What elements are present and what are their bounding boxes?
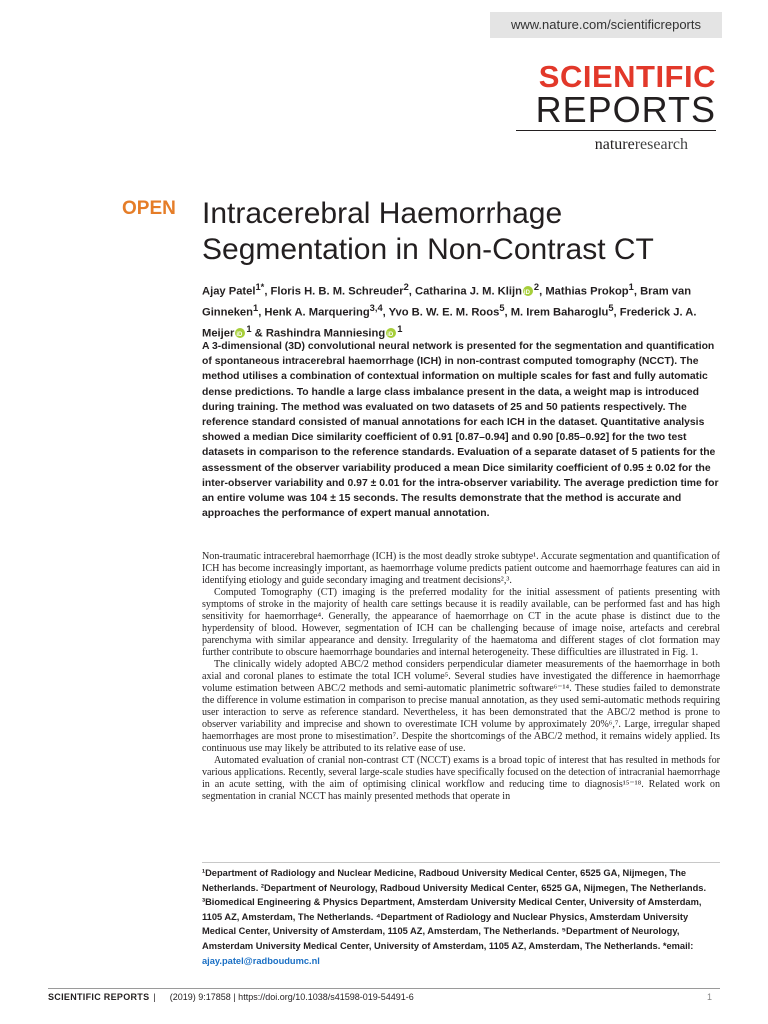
author-separator: , xyxy=(264,285,271,298)
author-name[interactable]: Mathias Prokop xyxy=(545,285,629,298)
author-separator: , xyxy=(539,285,546,298)
author-separator: , xyxy=(613,306,620,319)
orcid-icon[interactable] xyxy=(523,286,533,296)
author-name[interactable]: Yvo B. W. E. M. Roos xyxy=(388,306,500,319)
author-name[interactable]: Ajay Patel xyxy=(202,285,256,298)
author-affiliation-marker: 1 xyxy=(397,324,403,335)
author-affiliation-marker: 1 xyxy=(252,303,259,314)
corresponding-email-link[interactable]: ajay.patel@radboudumc.nl xyxy=(202,955,320,966)
body-paragraph: Automated evaluation of cranial non-contrast CT (NCCT) exams is a broad topic of interest that has resulted in methods for various applications. Recently, several large-scale studies have specifically focused on the detection of intracranial haemorrhage in an acute setting, with the aim of optimising clinical workflow and reducing time to diagnosis¹⁵⁻¹⁸. Related work on segmentation in cranial NCCT has mainly presented methods that operate in xyxy=(202,755,720,802)
page-number: 1 xyxy=(706,992,712,1002)
journal-logo xyxy=(535,59,716,130)
author-name[interactable]: Frederick J. A. Meijer xyxy=(202,306,697,341)
author-separator: , xyxy=(382,306,389,319)
body-paragraph: Non-traumatic intracerebral haemorrhage (ICH) is the most deadly stroke subtype¹. Accurate segmentation and quantification of ICH has become increasingly important, as haemorrhage volume predicts patient outcome and haemorrhage features can aid in identifying etiology and guide secondary imaging and treatment decisions²,³. xyxy=(202,551,720,586)
author-affiliation-marker: 2 xyxy=(403,282,409,292)
logo-reports: REPORTS xyxy=(535,89,716,130)
open-access-label: OPEN xyxy=(122,198,176,219)
publisher-research: research xyxy=(634,136,688,153)
author-affiliation-marker: 3,4 xyxy=(369,303,383,314)
author-affiliation-marker: 5 xyxy=(499,303,505,314)
author-name[interactable]: Henk A. Marquering xyxy=(264,306,370,319)
journal-url[interactable]: www.nature.com/scientificreports xyxy=(490,12,722,38)
author-name[interactable]: Bram van Ginneken xyxy=(202,285,692,319)
author-affiliation-marker: 1 xyxy=(628,282,634,292)
page-footer xyxy=(48,991,720,1003)
footer-doi-link[interactable]: | https://doi.org/10.1038/s41598-019-54491-6 xyxy=(233,992,414,1002)
author-name[interactable]: Floris H. B. M. Schreuder xyxy=(270,285,404,298)
logo-divider xyxy=(516,130,716,131)
publisher-nature: nature xyxy=(594,136,635,153)
abstract: A 3-dimensional (3D) convolutional neural network is presented for the segmentation and quantification of spontaneous intracerebral haemorrhage (ICH) in non-contrast computed tomography (NCCT). The method utilises a combination of contextual information on multiple scales for fast and fully automatic dense predictions. To handle a large class imbalance present in the data, a weight map is introduced during training. The method was evaluated on two datasets of 25 and 50 patients respectively. The reference standard consisted of manual annotations for each ICH in the dataset. Quantitative analysis showed a median Dice similarity coefficient of 0.91 [0.87–0.94] and 0.90 [0.85–0.92] for the two test datasets in comparison to the reference standards. Evaluation of a separate dataset of 5 patients for the assessment of the observer variability produced a mean Dice similarity coefficient of 0.95 ± 0.02 for the inter-observer variability and 0.97 ± 0.01 for the intra-observer variability. The average prediction time for an entire volume was 104 ± 15 seconds. The results demonstrate that the method is accurate and approaches the performance of expert manual annotation. xyxy=(202,341,719,520)
author-separator: & xyxy=(251,328,266,341)
publisher-logo xyxy=(595,136,688,154)
affiliations-divider xyxy=(202,862,720,863)
author-affiliation-marker: 2 xyxy=(533,282,540,292)
logo-scientific: SCIENTIFIC xyxy=(538,59,716,94)
footer-journal-name: SCIENTIFIC REPORTS xyxy=(48,992,150,1002)
body-paragraph: Computed Tomography (CT) imaging is the preferred modality for the initial assessment of patients presenting with symptoms of stroke in the majority of health care settings because it is readily available, can be performed fast and has high sensitivity for haemorrhage⁴. Generally, the appearance of haemorrhage on CT in the acute phase is distinct due to the hyperdensity of blood. However, segmentation of ICH can be challenging because of image noise, artefacts and cerebral parenchyma with similar appearance and density. Irregularity of the haematoma and different stages of clot formation may further contribute to obscure haemorrhage boundaries and internal heterogeneity. These difficulties are illustrated in Fig. 1. xyxy=(202,587,720,658)
orcid-icon[interactable] xyxy=(386,328,396,338)
author-list xyxy=(202,279,722,343)
author-name[interactable]: M. Irem Baharoglu xyxy=(510,306,609,319)
author-name[interactable]: Rashindra Manniesing xyxy=(265,328,386,341)
footer-citation: (2019) 9:17858 xyxy=(169,992,231,1002)
author-affiliation-marker: 5 xyxy=(608,303,614,314)
author-separator: , xyxy=(408,285,415,298)
author-separator: , xyxy=(258,306,265,319)
author-affiliation-marker: 1* xyxy=(255,282,265,292)
footer-separator: | xyxy=(153,992,156,1002)
author-separator: , xyxy=(504,306,511,319)
author-separator: , xyxy=(633,285,641,298)
orcid-icon[interactable] xyxy=(235,328,245,338)
author-affiliation-marker: 1 xyxy=(246,324,252,335)
author-name[interactable]: Catharina J. M. Klijn xyxy=(415,285,522,298)
affiliations-text: ¹Department of Radiology and Nuclear Medicine, Radboud University Medical Center, 6525 GA, Nijmegen, The Netherlands. ²Department of Neurology, Radboud University Medical Center, 6525 GA, Nijmegen, The Netherlands. ³Biomedical Engineering & Physics Department, Amsterdam University Medical Center, University of Amsterdam, 1105 AZ, Amsterdam, The Netherlands. ⁴Department of Radiology and Nuclear Physics, Amsterdam University Medical Center, University of Amsterdam, 1105 AZ, Amsterdam, The Netherlands. ⁵Department of Neurology, Amsterdam University Medical Center, University of Amsterdam, 1105 AZ, Amsterdam, The Netherlands. *email: xyxy=(202,868,707,951)
affiliations xyxy=(202,866,720,968)
body-paragraph: The clinically widely adopted ABC/2 method considers perpendicular diameter measurements of the haemorrhage in both axial and coronal planes to estimate the total ICH volume⁵. Several studies have investigated the difference in haemorrhage volume estimation between ABC/2 methods and semi-automatic planimetric software⁶⁻¹⁴. These studies failed to demonstrate the difference in volume estimation in comparison to precise manual annotation, as they used semi-automatic methods requiring user interaction to serve as reference standard. Nevertheless, it has been demonstrated that the ABC/2 method is prone to observer variability and imprecise and shown to overestimate ICH volume by approximately 20%⁶,⁷. Large, irregular shaped haemorrhages are most prone to misestimation⁷. Despite the shortcomings of the ABC/2 method, it remains widely applied. Its continuous use may likely be attributed to its relative ease of use. xyxy=(202,659,720,754)
article-body xyxy=(202,551,720,803)
footer-divider xyxy=(48,988,720,989)
article-title: Intracerebral Haemorrhage Segmentation in Non-Contrast CT xyxy=(202,197,654,266)
